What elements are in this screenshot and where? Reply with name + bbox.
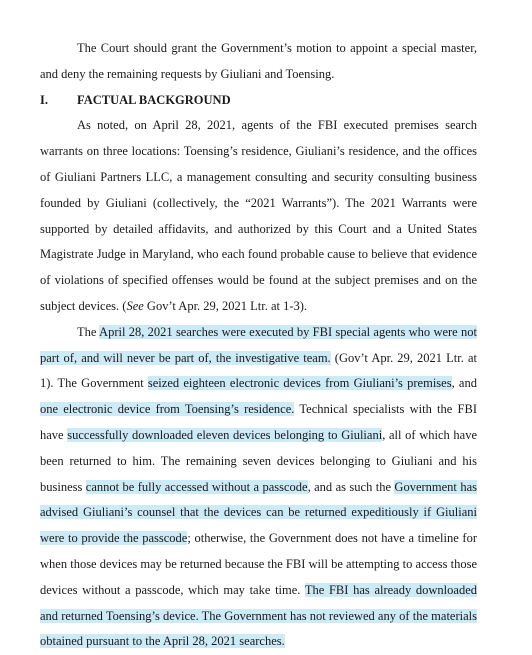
highlight-government-advised: Government has advised Giuliani’s counsel that the devices can be returned expeditiously if Giuliani were to provide the passcode	[40, 479, 477, 546]
highlight-not-reviewed: The FBI has already downloaded and returned Toensing’s device. The Government has not reviewed any of the materials obtained pursuant to the April 28, 2021 searches.	[40, 582, 477, 649]
para1-text-a: As noted, on April 28, 2021, agents of the FBI executed premises search warrants on three locations: Toensing’s residence, Giuliani’s residence, and the offices of Giuliani Partners LLC, a management consulting and security consulting business founded by Giuliani (collectively, the “2021 Warrants”). The 2021 Warrants were supported by detailed affidavits, and authorized by this Court and a United States Magistrate Judge in Maryland, who each found probable cause to believe that evidence of violations of specified offenses would be found at the subject premises and on the subject devices. (	[40, 118, 477, 313]
section-title: FACTUAL BACKGROUND	[77, 92, 231, 107]
para2-text-4: Technical specialists with the FBI have	[40, 402, 477, 442]
highlight-eighteen-devices: seized eighteen electronic devices from Giuliani’s premises	[147, 376, 452, 391]
highlight-searches-executed: April 28, 2021 searches were executed by FBI special agents who were not part of, and will never be part of, the investigative team.	[40, 324, 478, 365]
highlight-eleven-devices: successfully downloaded eleven devices belonging to Giuliani	[67, 427, 383, 442]
highlight-toensing-device: one electronic device from Toensing’s residence.	[40, 402, 295, 417]
section-heading	[40, 88, 477, 114]
para2-text-6: , and as such the	[307, 479, 395, 494]
para2-text-2: (Gov’t Apr. 29, 2021 Ltr. at 1). The Government	[40, 350, 477, 391]
intro-paragraph	[40, 36, 477, 88]
document-page	[40, 36, 477, 655]
para2-text-7: ; otherwise, the Government does not have a timeline for when those devices may be returned because the FBI will be attempting to access those devices without a passcode, which may take time.	[40, 531, 477, 597]
highlight-passcode-required: cannot be fully accessed without a passcode	[85, 479, 308, 494]
para1-text-b: Gov’t Apr. 29, 2021 Ltr. at 1-3).	[143, 298, 308, 313]
section-number: I.	[40, 92, 48, 107]
intro-text: The Court should grant the Government’s motion to appoint a special master, and deny the remaining requests by Giuliani and Toensing.	[40, 41, 477, 81]
factual-paragraph-2	[40, 320, 477, 655]
para2-text-3: , and	[451, 376, 477, 391]
para1-cite-signal: See	[126, 298, 144, 313]
para2-text-5: , all of which have been returned to him. The remaining seven devices belonging to Giuliani and his business	[40, 427, 477, 494]
para2-text-1: The	[77, 324, 100, 339]
factual-paragraph-1	[40, 113, 477, 319]
